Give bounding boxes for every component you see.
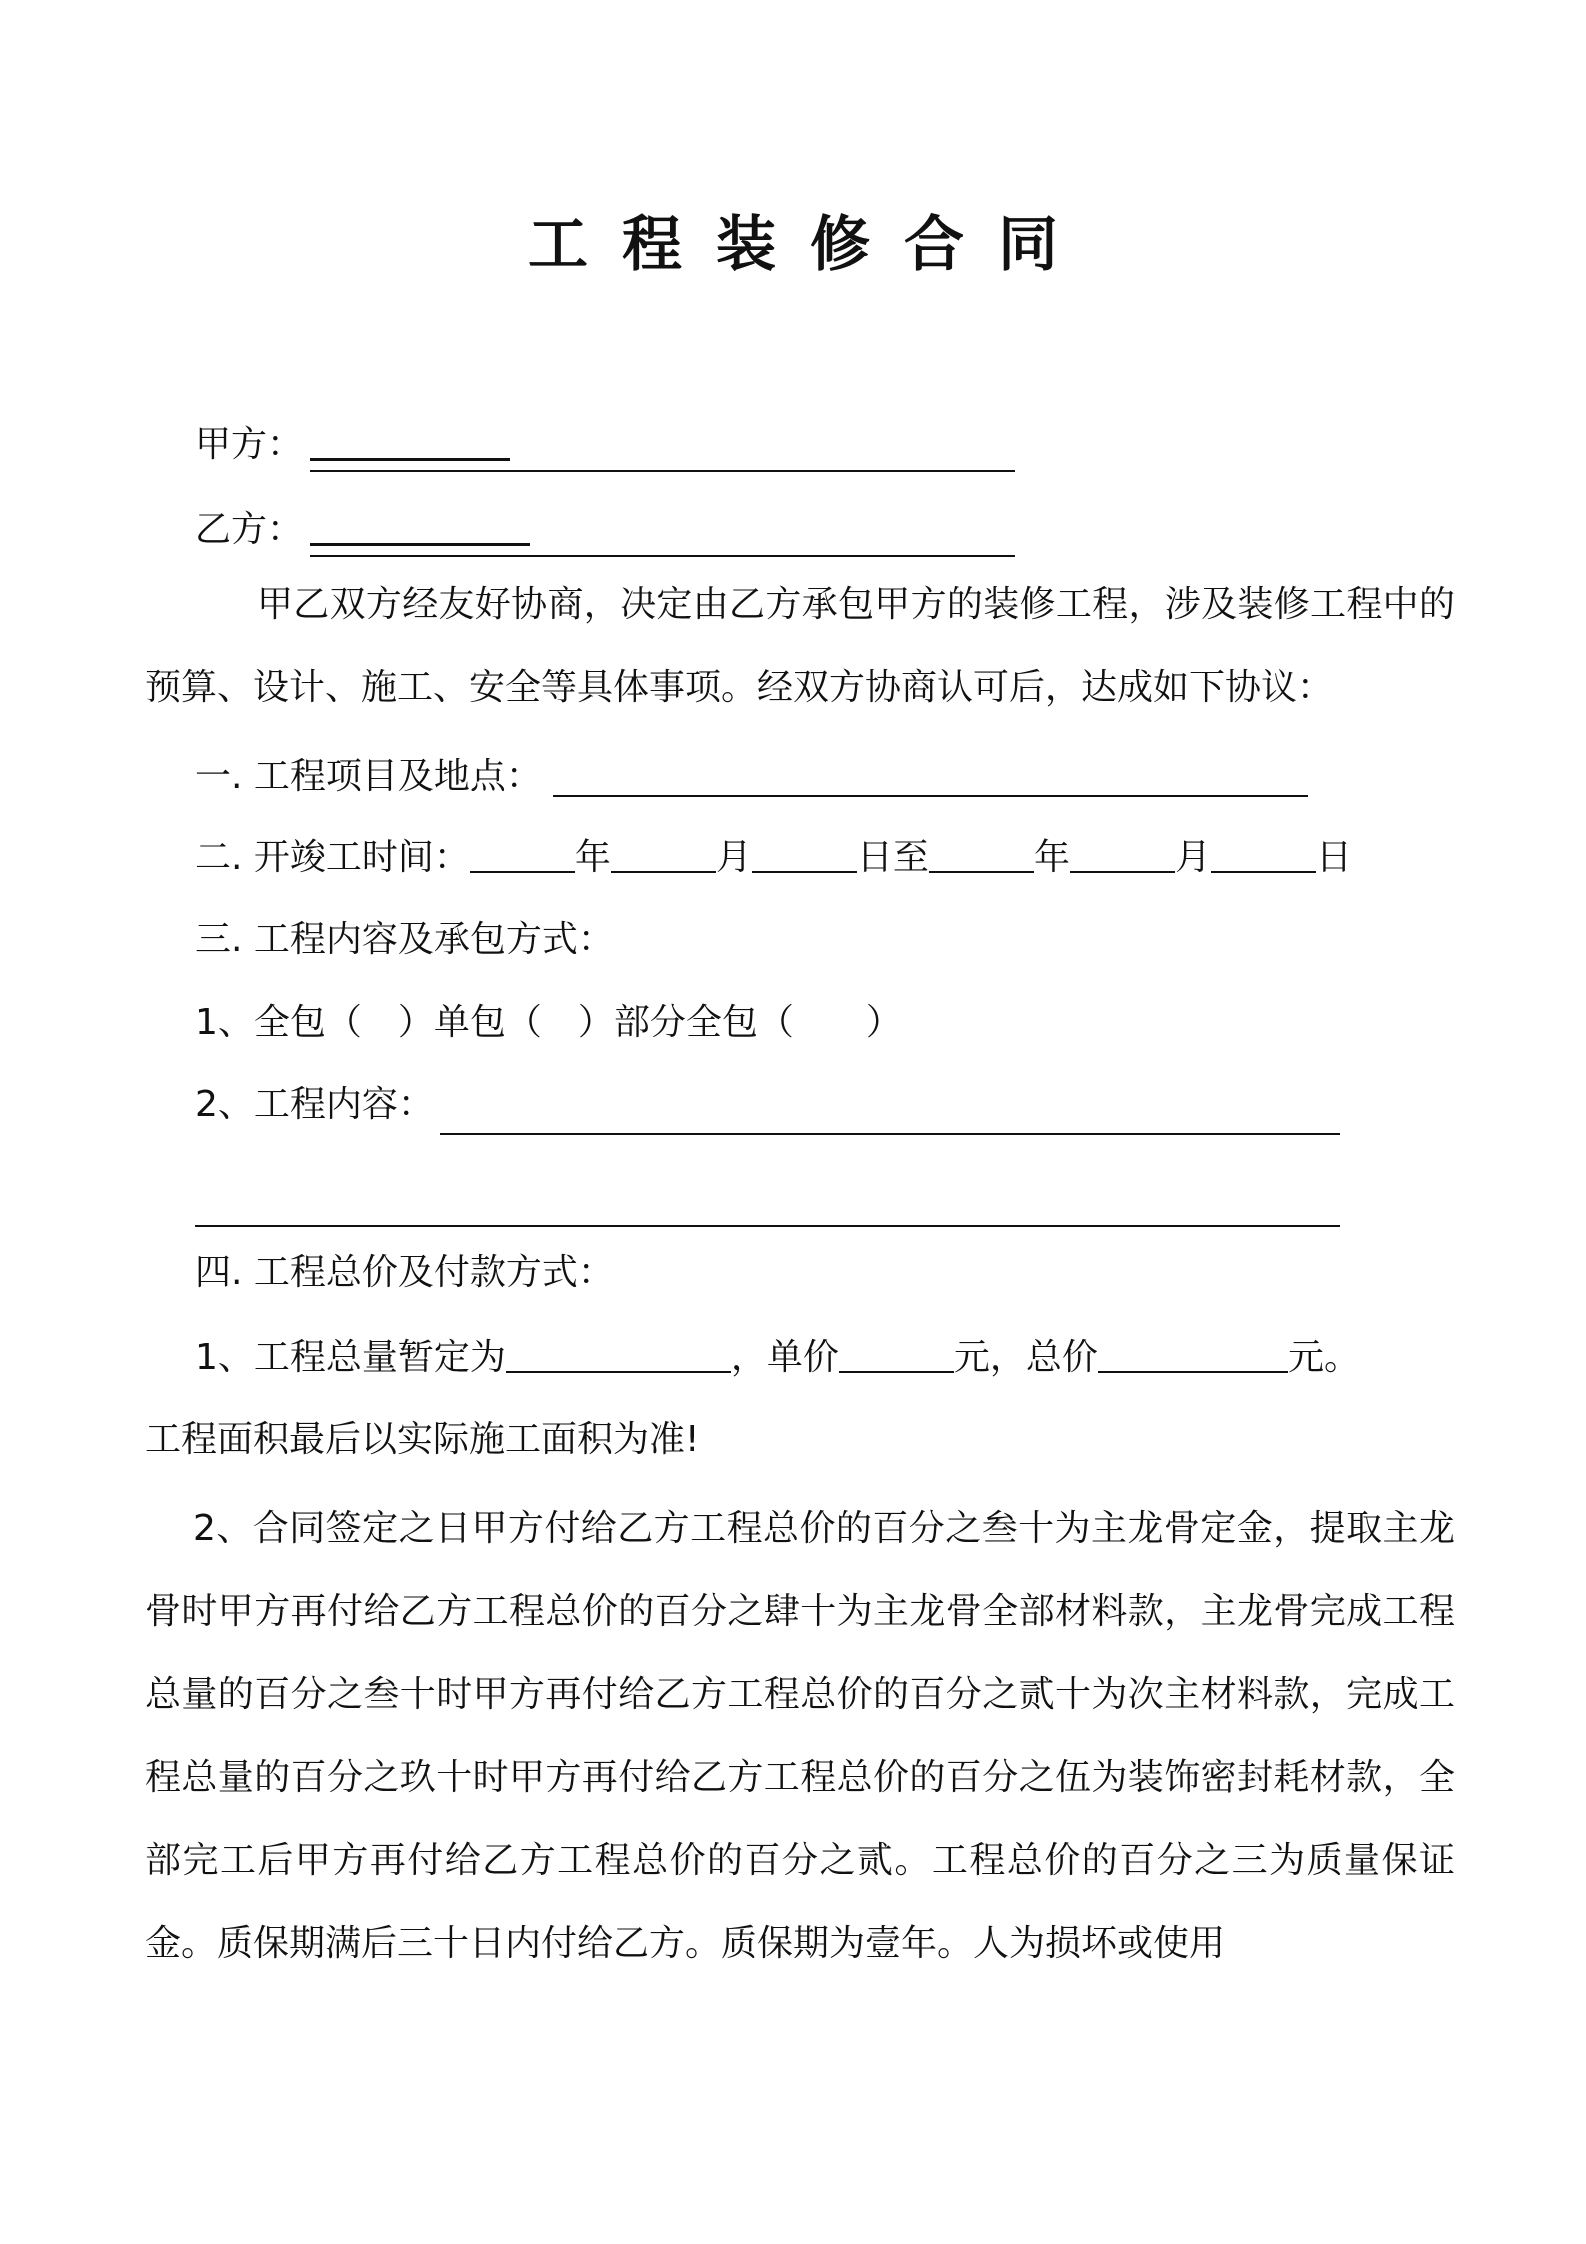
total-price-field[interactable] [1098, 1341, 1288, 1373]
section-2-line [195, 833, 1352, 883]
section-3-label: 三. 工程内容及承包方式： [195, 919, 614, 960]
project-location-field[interactable] [553, 795, 1308, 797]
total-quantity-field[interactable] [506, 1341, 731, 1373]
work-content-field-2[interactable] [195, 1225, 1340, 1227]
end-year-field[interactable] [929, 841, 1034, 873]
start-year-unit: 年 [574, 837, 611, 878]
end-month-field[interactable] [1070, 841, 1175, 873]
unit-price-field[interactable] [839, 1341, 954, 1373]
contract-type-options: 1、全包（ ）单包（ ）部分全包（ ） [195, 1002, 902, 1043]
total-price-label: 元，总价 [953, 1337, 1098, 1378]
end-day-unit: 日 [1315, 837, 1352, 878]
party-a-short-underline [310, 458, 510, 461]
section-1-label: 一. 工程项目及地点： [195, 756, 542, 797]
party-b-label: 乙方： [195, 509, 304, 550]
party-a-label: 甲方： [195, 424, 304, 465]
work-content-label: 2、工程内容： [195, 1084, 434, 1125]
party-a-field[interactable] [310, 470, 1015, 472]
end-day-field[interactable] [1211, 841, 1316, 873]
unit-price-label: ，单价 [730, 1337, 839, 1378]
party-b-short-underline [310, 543, 530, 546]
total-quantity-label: 1、工程总量暂定为 [195, 1337, 506, 1378]
end-year-unit: 年 [1033, 837, 1070, 878]
start-month-field[interactable] [611, 841, 716, 873]
work-content-field-1[interactable] [440, 1133, 1340, 1135]
section-4-label: 四. 工程总价及付款方式： [195, 1252, 614, 1293]
start-day-to: 日至 [856, 837, 929, 878]
payment-terms-paragraph: 2、合同签定之日甲方付给乙方工程总价的百分之叁十为主龙骨定金，提取主龙骨时甲方再付给乙方工程总价的百分之肆十为主龙骨全部材料款，主龙骨完成工程总量的百分之叁十时甲方再付给乙方工程总价的百分之贰十为次主材料款，完成工程总量的百分之玖十时甲方再付给乙方工程总价的百分之伍为装饰密封耗材款，全部完工后甲方再付给乙方工程总价的百分之贰。工程总价的百分之三为质量保证金。质保期满后三十日内付给乙方。质保期为壹年。人为损坏或使用 [145, 1508, 1455, 1964]
page-title: 工程装修合同 [528, 210, 1092, 280]
party-b-field[interactable] [310, 555, 1015, 557]
end-month-unit: 月 [1174, 837, 1211, 878]
start-day-field[interactable] [752, 841, 857, 873]
section-2-label: 二. 开竣工时间： [195, 837, 470, 878]
total-price-unit: 元。 [1287, 1337, 1360, 1378]
intro-paragraph: 甲乙双方经友好协商，决定由乙方承包甲方的装修工程，涉及装修工程中的预算、设计、施工、安全等具体事项。经双方协商认可后，达成如下协议： [145, 584, 1455, 708]
total-price-line [195, 1333, 1360, 1383]
start-month-unit: 月 [715, 837, 752, 878]
area-note: 工程面积最后以实际施工面积为准! [145, 1419, 700, 1460]
start-year-field[interactable] [470, 841, 575, 873]
